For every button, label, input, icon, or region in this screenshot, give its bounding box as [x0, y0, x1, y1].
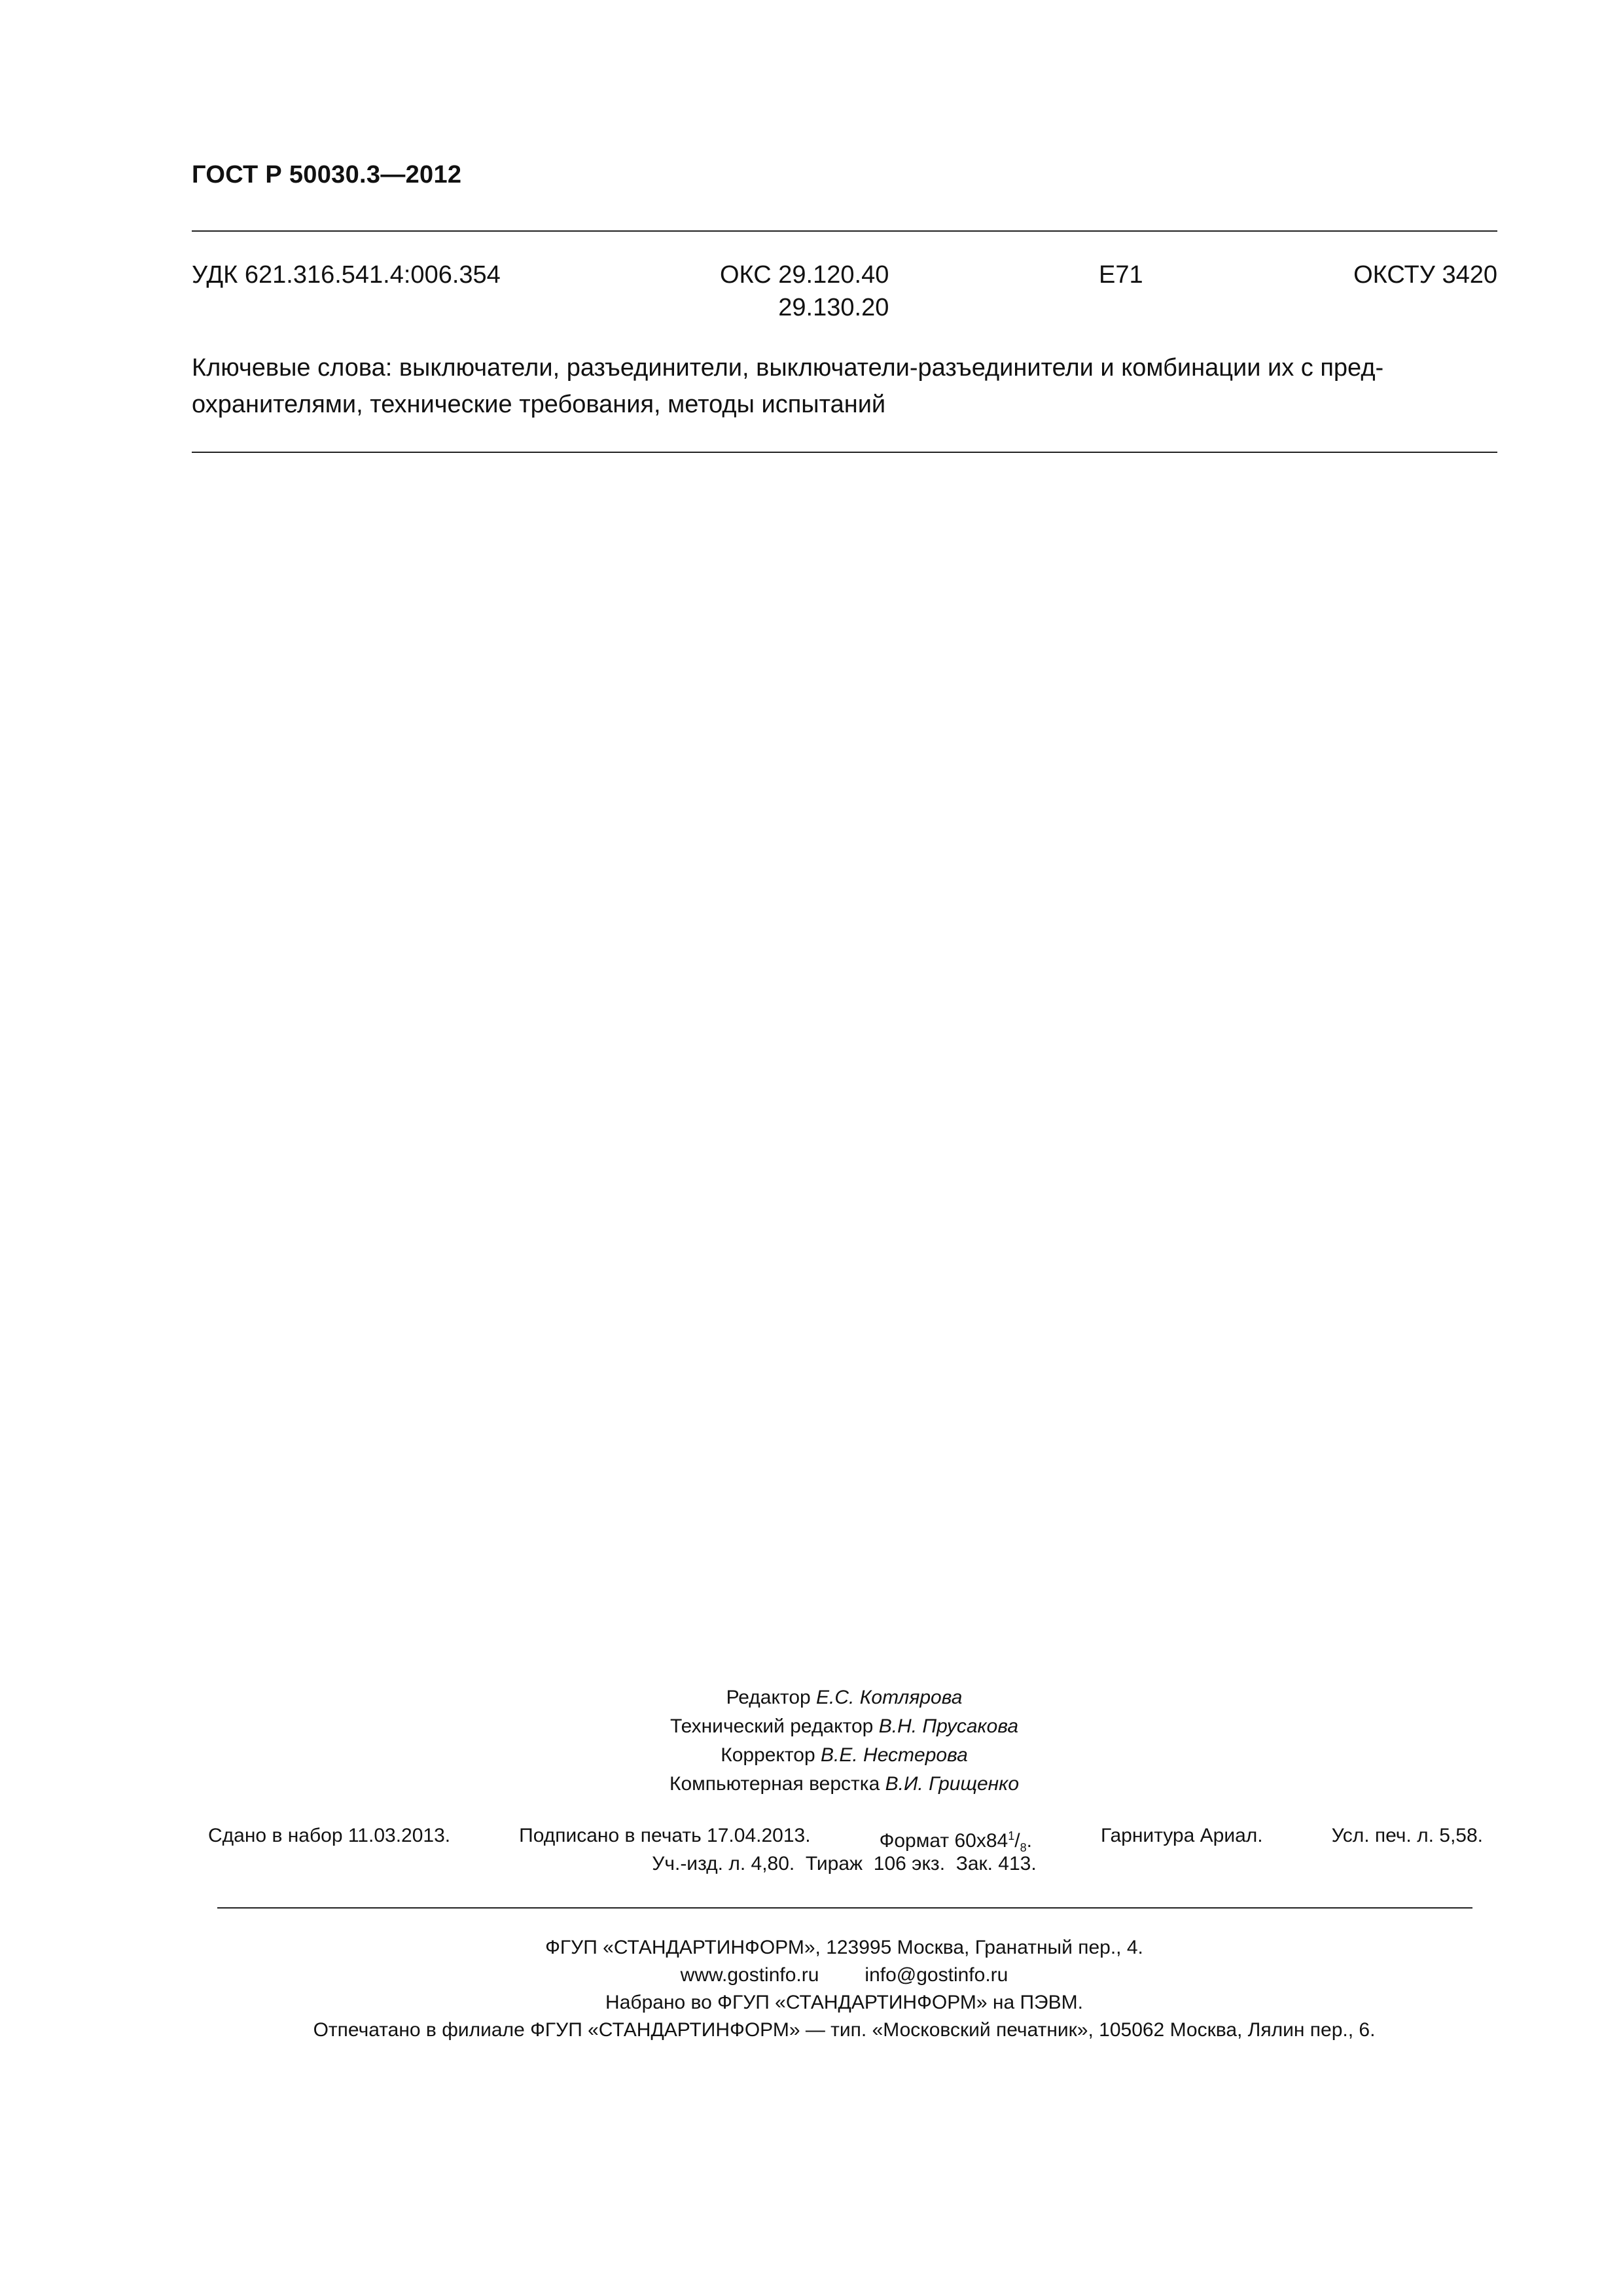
- credit-name: В.Н. Прусакова: [878, 1715, 1019, 1737]
- document-code: ГОСТ Р 50030.3—2012: [192, 161, 462, 188]
- signed-date: Подписано в печать 17.04.2013.: [519, 1825, 811, 1846]
- credit-name: В.Е. Нестерова: [821, 1744, 968, 1766]
- credit-line: [0, 1683, 1623, 1712]
- okstu-code: ОКСТУ 3420: [1353, 261, 1497, 289]
- publisher-contacts: [0, 1962, 1623, 1989]
- credits-block: [0, 1683, 1623, 1799]
- credit-role: Редактор: [726, 1687, 811, 1708]
- credit-role: Технический редактор: [669, 1715, 874, 1737]
- publisher-block: [0, 1934, 1623, 2044]
- print-sheets: Усл. печ. л. 5,58.: [1331, 1825, 1483, 1846]
- credit-role: Компьютерная верстка: [669, 1773, 880, 1795]
- printed-note: Отпечатано в филиале ФГУП «СТАНДАРТИНФОРМ» — тип. «Московский печатник», 105062 Москва, Лялин пер., 6.: [313, 2019, 1376, 2041]
- keywords-line: Ключевые слова: выключатели, разъединители, выключатели-разъединители и комбинации их с пред-: [192, 354, 1384, 382]
- keywords: [192, 350, 1497, 423]
- paper-format: Формат $60х84^1/_8$.: [879, 1829, 1032, 1854]
- submitted-date: Сдано в набор 11.03.2013.: [208, 1825, 451, 1846]
- udk-code: УДК 621.316.541.4:006.354: [192, 261, 501, 289]
- keywords-divider: [192, 452, 1497, 453]
- oks-label: ОКС: [720, 261, 772, 289]
- credit-line: [0, 1770, 1623, 1799]
- publisher-address: ФГУП «СТАНДАРТИНФОРМ», 123995 Москва, Гранатный пер., 4.: [545, 1937, 1143, 1958]
- format-text: Формат 60х84: [879, 1830, 1008, 1852]
- format-sub: 8: [1020, 1841, 1027, 1854]
- keywords-line: охранителями, технические требования, методы испытаний: [192, 391, 886, 418]
- publisher-website[interactable]: www.gostinfo.ru: [680, 1964, 819, 1986]
- typeset-note: Набрано во ФГУП «СТАНДАРТИНФОРМ» на ПЭВМ.: [605, 1992, 1083, 2013]
- typeface: Гарнитура Ариал.: [1100, 1825, 1263, 1846]
- credit-name: В.И. Грищенко: [885, 1773, 1020, 1795]
- oks-codes: [720, 259, 889, 324]
- format-suffix: .: [1026, 1830, 1032, 1852]
- e-code: Е71: [1099, 261, 1143, 289]
- oks-code: 29.130.20: [778, 294, 889, 321]
- credit-role: Корректор: [721, 1744, 815, 1766]
- credit-line: [0, 1712, 1623, 1741]
- publisher-divider: [217, 1907, 1472, 1909]
- format-sup: 1: [1008, 1829, 1015, 1842]
- oks-code: 29.120.40: [778, 261, 889, 289]
- publisher-email[interactable]: info@gostinfo.ru: [865, 1964, 1008, 1986]
- print-details-line2: Уч.-изд. л. 4,80. Тираж 106 экз. Зак. 413.: [652, 1853, 1037, 1874]
- credit-line: [0, 1741, 1623, 1770]
- oks-code-list: [778, 259, 889, 324]
- credit-name: Е.С. Котлярова: [816, 1687, 963, 1708]
- top-divider: [192, 230, 1497, 232]
